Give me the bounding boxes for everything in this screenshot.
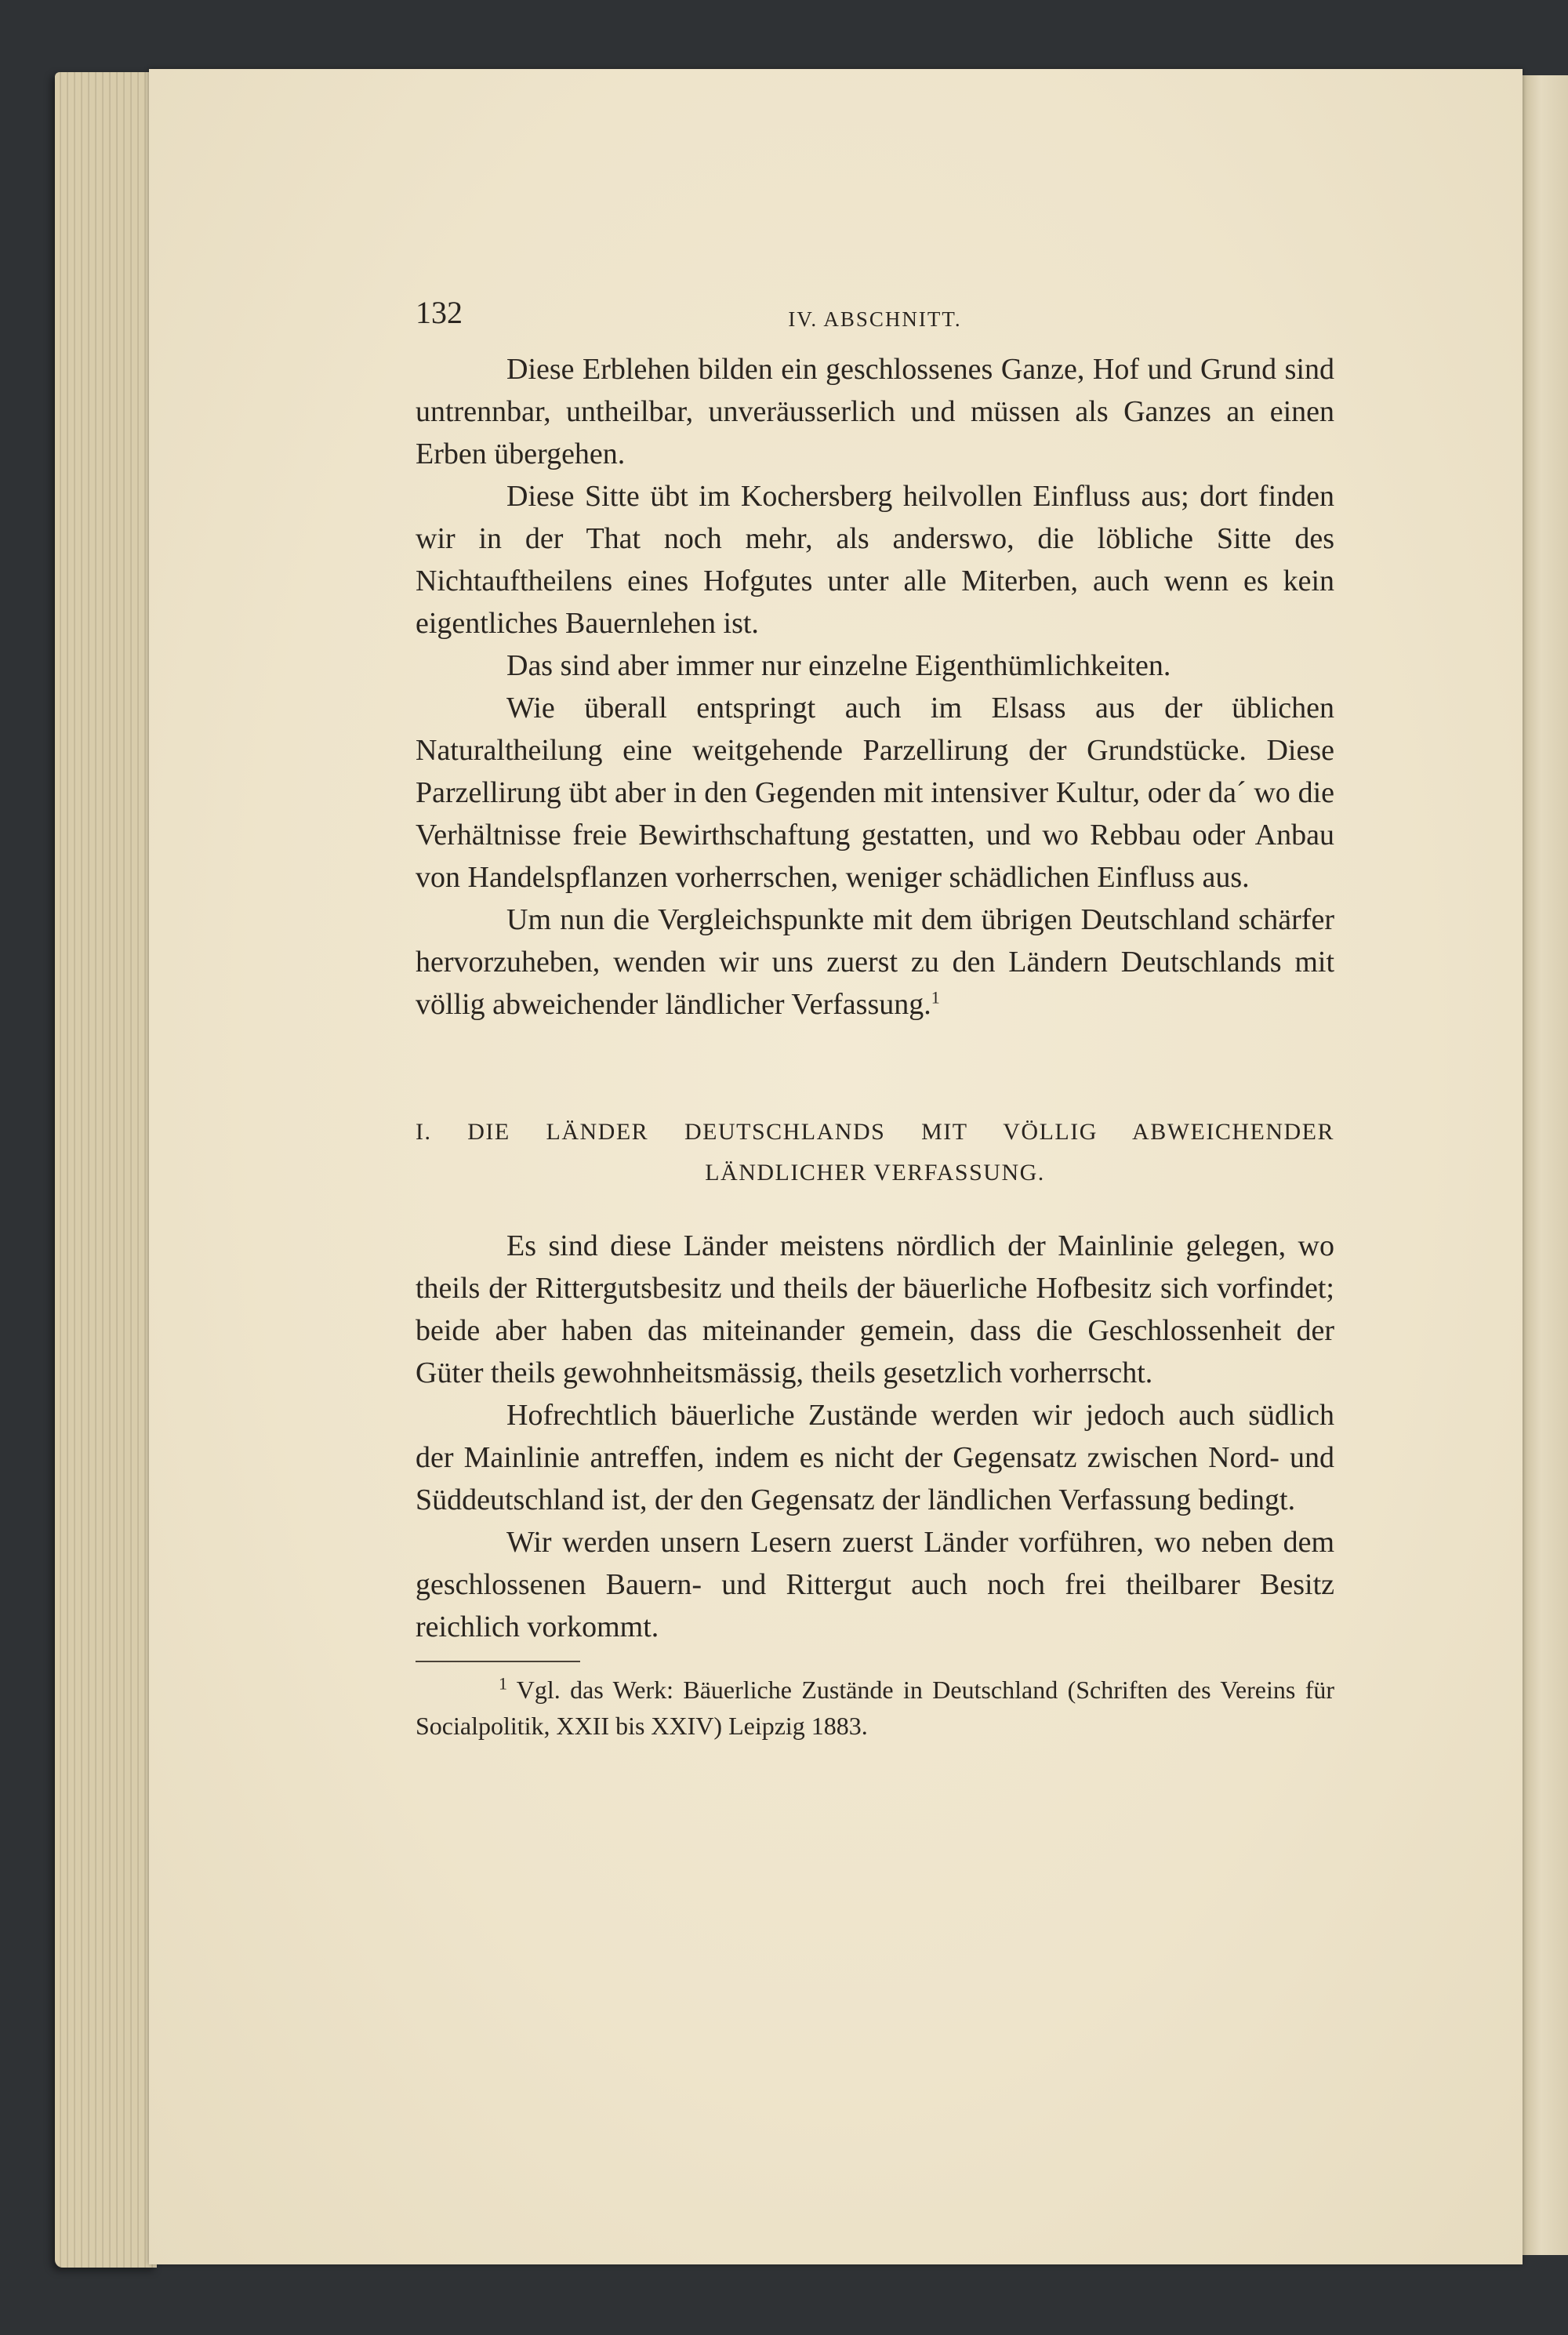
section-heading-line-1: I. DIE LÄNDER DEUTSCHLANDS MIT VÖLLIG ABWEICHENDER <box>416 1119 1334 1145</box>
page-number: 132 <box>416 295 463 330</box>
paragraph: Wir werden unsern Lesern zuerst Länder vorführen, wo neben dem geschlossenen Bauern- und Rittergut auch noch frei theilbarer Besitz reichlich vorkommt. <box>416 1526 1334 1643</box>
section-heading <box>416 1112 1334 1193</box>
footnote-rule <box>416 1661 580 1662</box>
footnote-ref: 1 <box>931 987 940 1008</box>
paragraph: Das sind aber immer nur einzelne Eigenthümlichkeiten. <box>506 649 1171 682</box>
paragraph: Wie überall entspringt auch im Elsass aus der üblichen Naturaltheilung eine weitgehende Parzellirung der Grundstücke. Diese Parzellirung übt aber in den Gegenden mit intensiver Kultur, oder da´ wo die Verhältnisse freie Bewirthschaftung gestatten, und wo Rebbau oder Anbau von Handelspflanzen vorherrschen, weniger schädlichen Einfluss aus. <box>416 692 1334 894</box>
paragraph: Diese Erblehen bilden ein geschlossenes Ganze, Hof und Grund sind untrennbar, untheilbar, unveräusserlich und müssen als Ganzes an einen Erben übergehen. <box>416 353 1334 470</box>
paragraph-text: Um nun die Vergleichspunkte mit dem übrigen Deutschland schärfer hervorzuheben, wenden wir uns zuerst zu den Ländern Deutschlands mit völlig abweichender ländlicher Verfassung. <box>416 903 1334 1021</box>
footnote-mark: 1 <box>499 1673 507 1694</box>
paragraph: Hofrechtlich bäuerliche Zustände werden wir jedoch auch südlich der Mainlinie antreffen, indem es nicht der Gegensatz zwischen Nord- und Süddeutschland ist, der den Gegensatz der ländlichen Verfassung bedingt. <box>416 1399 1334 1516</box>
section-heading-line-2: LÄNDLICHER VERFASSUNG. <box>705 1160 1045 1186</box>
running-head: IV. ABSCHNITT. <box>788 307 962 331</box>
page-text <box>416 282 1334 1744</box>
page-edges <box>55 72 157 2268</box>
adjacent-page-edge <box>1523 75 1568 2255</box>
paragraph-with-footnote-ref <box>416 899 1334 1026</box>
paragraph: Diese Sitte übt im Kochersberg heilvollen Einfluss aus; dort finden wir in der That noch mehr, als anderswo, die löbliche Sitte des Nichtauftheilens eines Hofgutes unter alle Miterben, auch wenn es kein eigentliches Bauernlehen ist. <box>416 480 1334 640</box>
footnote <box>416 1672 1334 1744</box>
paragraph: Es sind diese Länder meistens nördlich der Mainlinie gelegen, wo theils der Rittergutsbesitz und theils der bäuerliche Hofbesitz sich vorfindet; beide aber haben das miteinander gemein, dass die Geschlossenheit der Güter theils gewohnheitsmässig, theils gesetzlich vorherrscht. <box>416 1229 1334 1389</box>
footnote-text: Vgl. das Werk: Bäuerliche Zustände in Deutschland (Schriften des Vereins für Socialpolitik, XXII bis XXIV) Leipzig 1883. <box>416 1676 1335 1740</box>
page-header <box>416 282 1334 329</box>
